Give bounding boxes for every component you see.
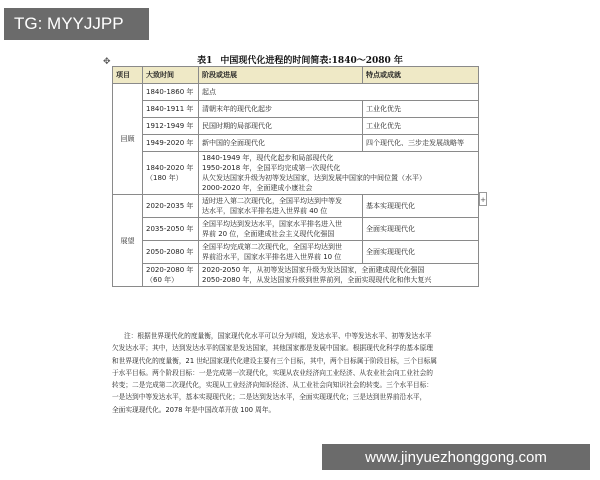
- header-feature: 特点或成就: [363, 67, 479, 84]
- header-time: 大致时间: [143, 67, 199, 84]
- table-row: [113, 218, 479, 241]
- section-review: 回顾: [113, 84, 143, 195]
- row-stage: 全国平均达到发达水平，国家水平排名进入世 界前 20 位，全面建成社会主义现代化强国: [199, 218, 363, 241]
- website-watermark: www.jinyuezhonggong.com: [322, 444, 590, 470]
- row-feature: 基本实现现代化: [363, 195, 479, 218]
- table-row: [113, 118, 479, 135]
- table-row: [113, 195, 479, 218]
- table-header-row: [113, 67, 479, 84]
- table-move-handle-icon[interactable]: ✥: [103, 57, 111, 67]
- table-row: [113, 101, 479, 118]
- table-row: [113, 84, 479, 101]
- row-time: 1949-2020 年: [143, 135, 199, 152]
- section-outlook: 展望: [113, 195, 143, 287]
- telegram-id-banner: TG: MYYJJPP: [4, 8, 149, 40]
- table-resize-handle-icon[interactable]: +: [479, 192, 487, 206]
- summary-stage: 1840-1949 年，现代化起步和局部现代化 1950-2018 年，全国平均完成第一次现代化 从欠发达国家升级为初等发达国家，达到发展中国家的中间位置（水平） 2000-2020 年，全面建成小康社会: [199, 152, 479, 195]
- header-stage: 阶段或进展: [199, 67, 363, 84]
- row-time: 2035-2050 年: [143, 218, 199, 241]
- header-item: 项目: [113, 67, 143, 84]
- final-stage: 2020-2050 年，从初等发达国家升级为发达国家，全面建成现代化强国 2050-2080 年，从发达国家升级到世界前列，全面实现现代化和伟大复兴: [199, 264, 479, 287]
- row-time: 2050-2080 年: [143, 241, 199, 264]
- table-title: [0, 53, 600, 66]
- row-time: 1912-1949 年: [143, 118, 199, 135]
- table-row-summary: [113, 152, 479, 195]
- final-time: 2020-2080 年 （60 年）: [143, 264, 199, 287]
- timeline-table: [112, 66, 479, 287]
- row-feature: 全面实现现代化: [363, 218, 479, 241]
- row-time: 1840-1911 年: [143, 101, 199, 118]
- row-time: 1840-1860 年: [143, 84, 199, 101]
- row-stage: 清朝末年的现代化起步: [199, 101, 363, 118]
- table-row: [113, 241, 479, 264]
- table-caption: 中国现代化进程的时间简表:1840～2080 年: [220, 56, 403, 66]
- row-feature: 全面实现现代化: [363, 241, 479, 264]
- row-stage: 新中国的全面现代化: [199, 135, 363, 152]
- row-feature: 工业化优先: [363, 118, 479, 135]
- table-number: 表1: [197, 56, 213, 66]
- row-feature: 工业化优先: [363, 101, 479, 118]
- row-stage: 适时进入第二次现代化，全国平均达到中等发 达水平，国家水平排名进入世界前 40 位: [199, 195, 363, 218]
- row-stage: 起点: [199, 84, 479, 101]
- summary-time: 1840-2020 年 （180 年）: [143, 152, 199, 195]
- table-row-final: [113, 264, 479, 287]
- table-row: [113, 135, 479, 152]
- table-footnote: 注：根据世界现代化的度量衡，国家现代化水平可以分为四组，发达水平、中等发达水平、初等发达水平 欠发达水平；其中，达到发达水平的国家是发达国家，其他国家都是发展中国家。根据现代化科学的基本原理 和世界现代化的度量衡，21 世纪国家现代化建设主要有三个目标，其中，两个目标属于阶段目标，三个目标属 于水平目标。两个阶段目标：一是完成第一次现代化，实现从农业经济向工业经济、从农业社会向工业社会的 转变；二是完成第二次现代化，实现从工业经济向知识经济、从工业社会向知识社会的转变。三个水平目标： 一是达到中等发达水平，基本实现现代化；二是达到发达水平，全面实现现代化；三是达到世界前沿水平， 全面实现现代化。2078 年是中国改革开放 100 周年。: [112, 332, 437, 414]
- row-stage: 全国平均完成第二次现代化，全国平均达到世 界前沿水平，国家水平排名进入世界前 10 位: [199, 241, 363, 264]
- row-feature: 四个现代化、三步走发展战略等: [363, 135, 479, 152]
- row-stage: 民国时期的局部现代化: [199, 118, 363, 135]
- row-time: 2020-2035 年: [143, 195, 199, 218]
